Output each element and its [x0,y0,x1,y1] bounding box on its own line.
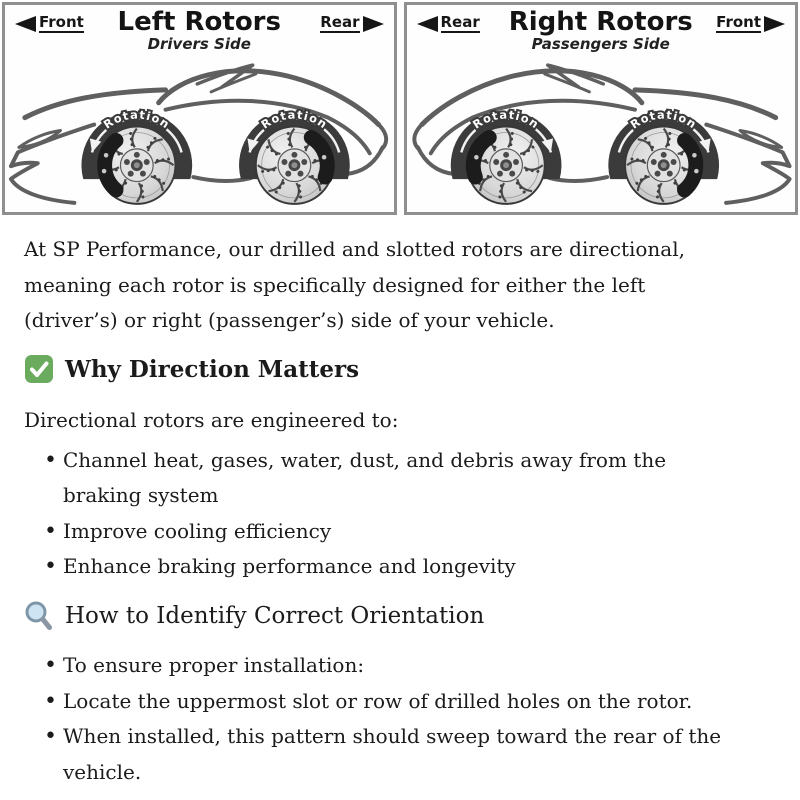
rear-direction-label [320,14,383,33]
edge-label: Rear [440,13,480,31]
edge-label: Front [39,13,84,31]
edge-label: Rear [320,13,360,31]
check-icon [24,354,54,384]
right-arrow-icon [363,16,384,32]
heading-text: How to Identify Correct Orientation [65,602,485,629]
right-panel-header [407,5,796,53]
edge-label: Front [716,13,761,31]
section-heading-why-direction-matters [24,352,760,388]
article [0,215,800,790]
car-illustration-left [5,53,394,212]
right-rotors-panel [404,2,799,215]
intro-paragraph [24,232,760,339]
rotation-label: Rotation [258,107,331,132]
rotor-direction-diagram [2,2,798,215]
lead-paragraph: Directional rotors are engineered to: [24,408,399,432]
orientation-list [24,648,760,790]
list-item: • Enhance braking performance and longevity [63,549,760,585]
magnifying-glass-icon [24,600,54,632]
panel-subtitle: Passengers Side [531,35,670,53]
car-illustration-right [407,53,796,212]
intro-line: meaning each rotor is specifically designed for either the left [24,272,646,297]
rotation-label: Rotation [100,107,173,132]
intro-line: At SP Performance, our drilled and slotted rotors are directional, [24,237,685,261]
list-item: • Locate the uppermost slot or row of drilled holes on the rotor. [63,684,760,720]
right-arrow-icon [764,16,785,32]
rotation-label: Rotation [627,107,700,132]
panel-title: Right Rotors [508,7,693,37]
panel-subtitle: Drivers Side [147,35,251,53]
intro-line: (driver’s) or right (passenger’s) side of your vehicle. [24,308,555,332]
benefits-list [24,443,760,585]
rotation-label: Rotation [469,107,542,132]
list-item: • To ensure proper installation: [63,648,760,684]
list-item: • Channel heat, gases, water, dust, and debris away from the braking system [63,443,760,514]
heading-text: Why Direction Matters [65,355,360,383]
front-direction-label [716,14,785,33]
section-heading-identify-orientation [24,599,760,635]
list-item: • Improve cooling efficiency [63,514,760,550]
left-panel-header [5,5,394,53]
left-rotors-panel [2,2,397,215]
list-item: • When installed, this pattern should sweep toward the rear of the vehicle. [63,719,760,790]
panel-title: Left Rotors [117,7,281,37]
